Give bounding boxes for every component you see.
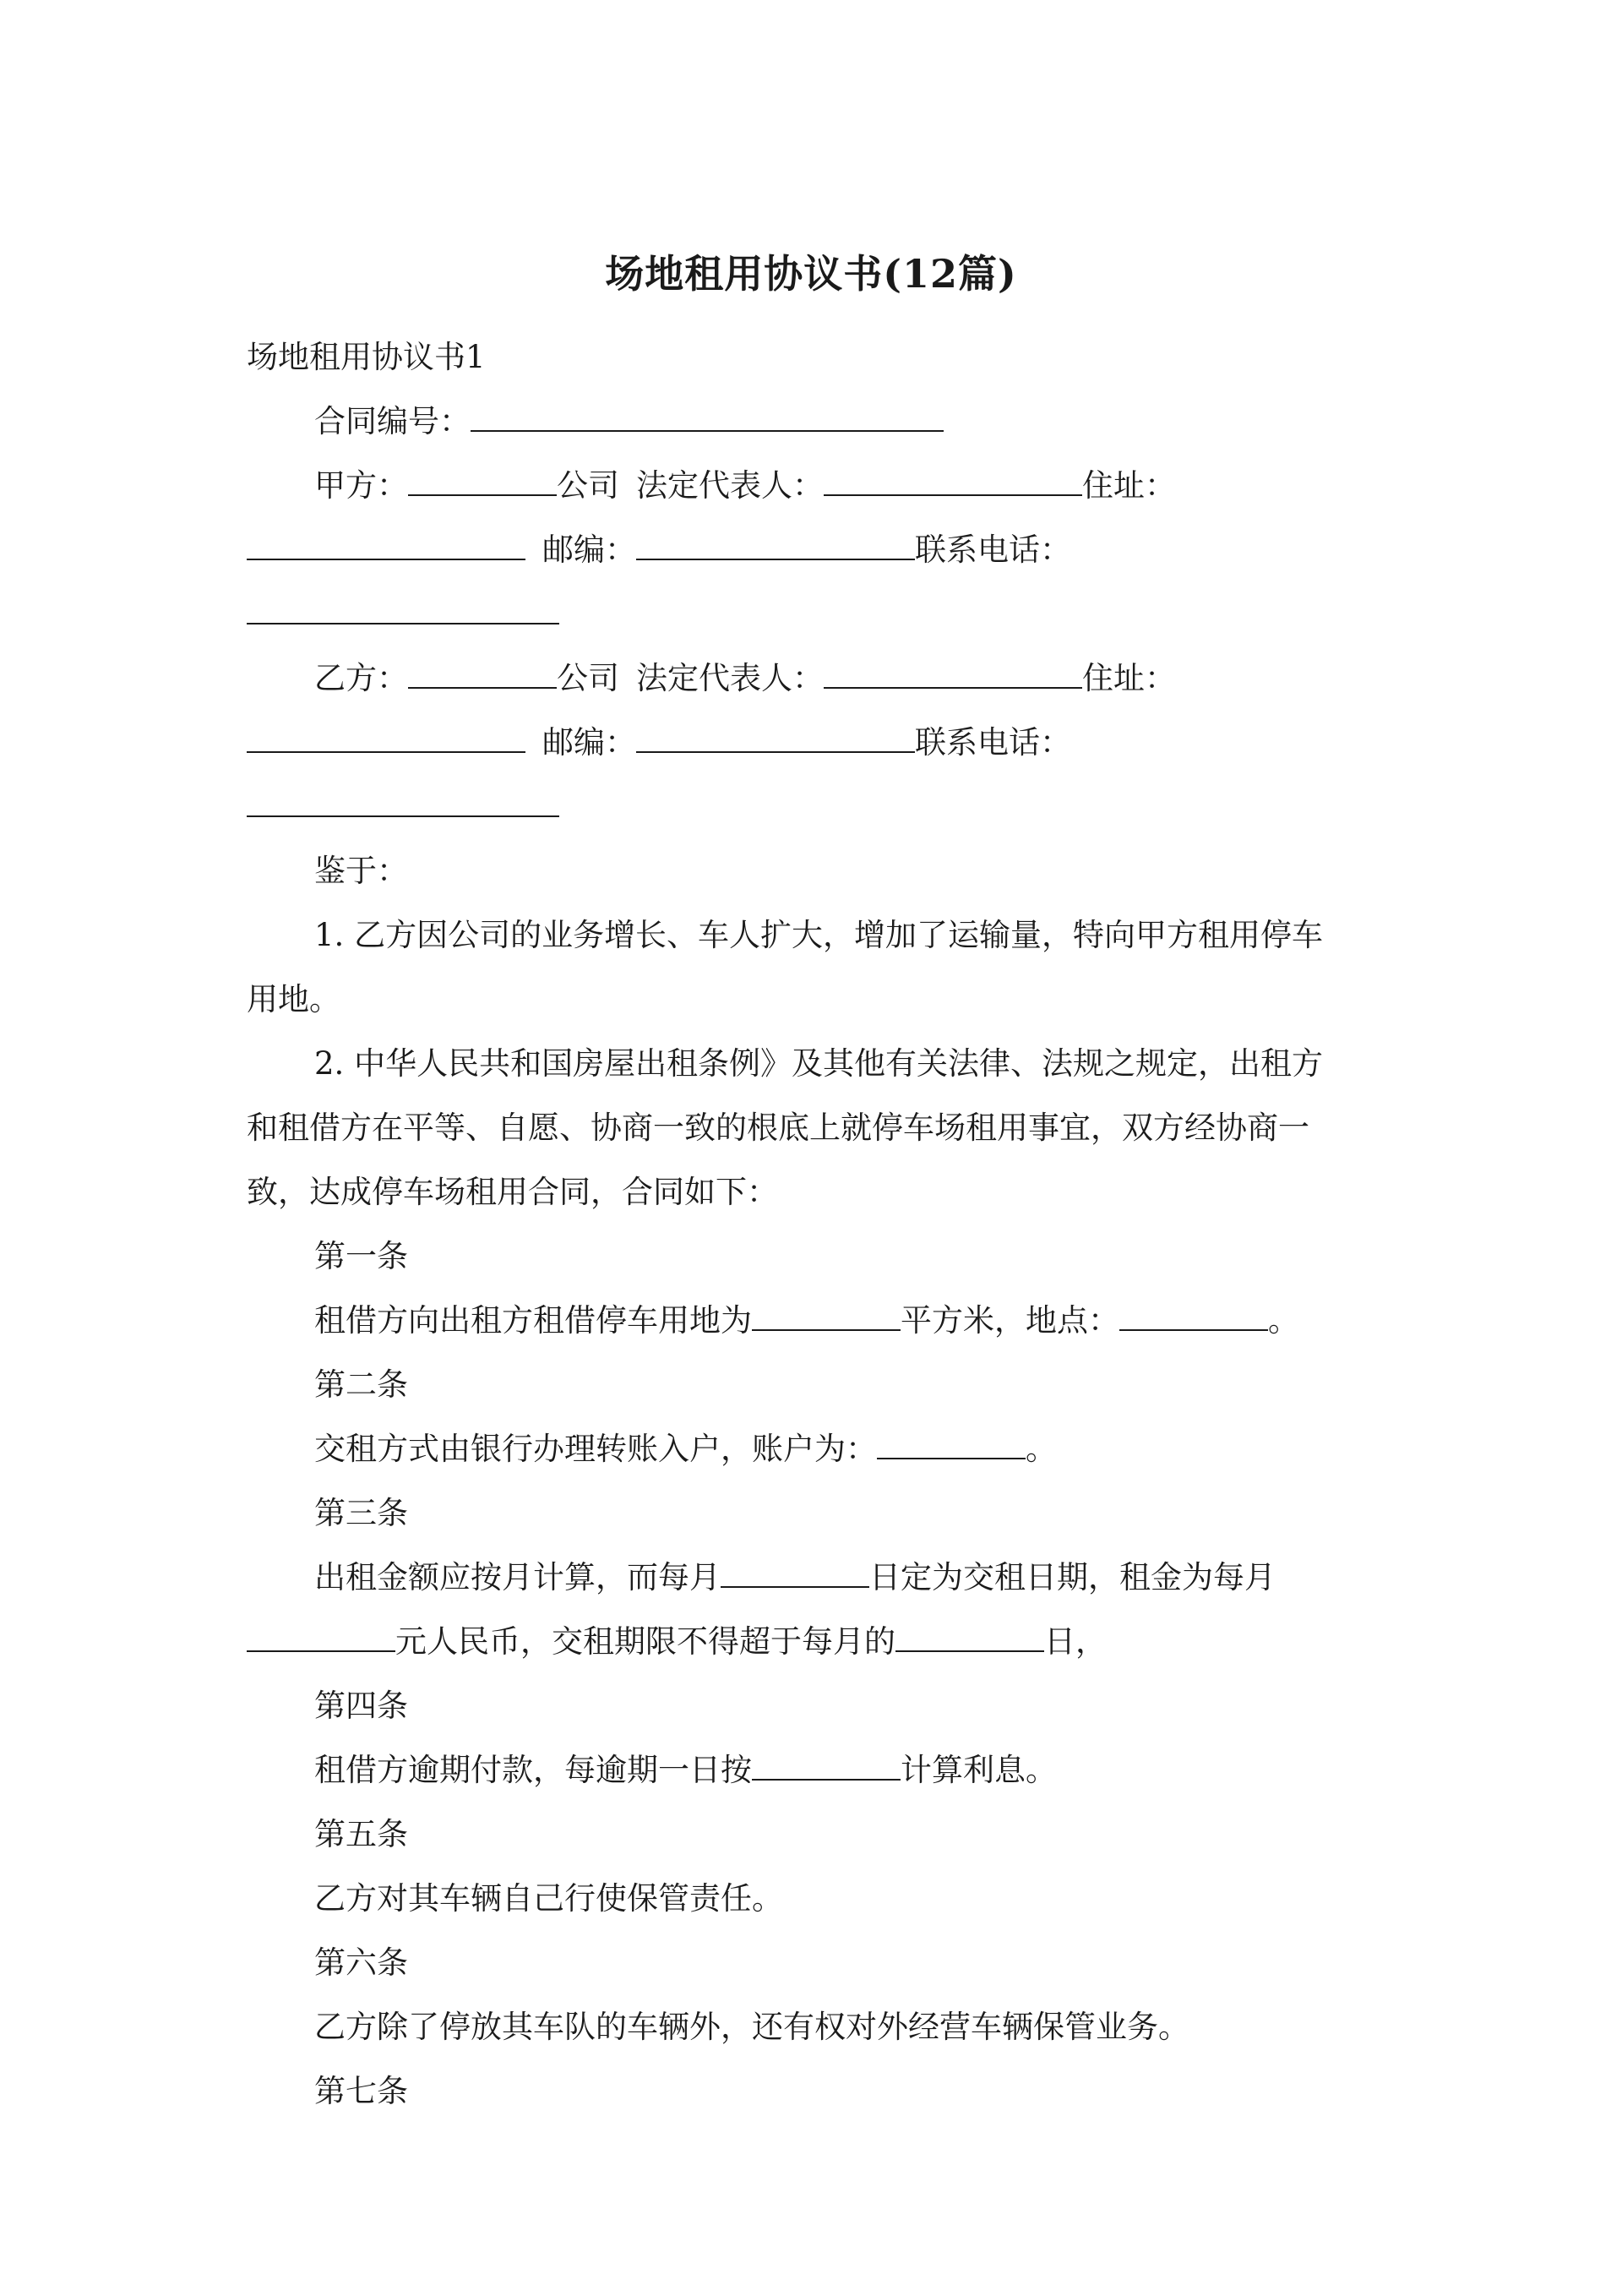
party-a-postcode-blank <box>636 530 915 560</box>
article-3-text-b: 日定为交租日期，租金为每月 <box>869 1559 1276 1595</box>
party-b-address-blank <box>247 723 525 753</box>
party-a-line-3 <box>247 593 559 635</box>
article-4-interest-blank <box>752 1750 901 1781</box>
party-b-line-3 <box>247 786 559 828</box>
party-b-postcode-blank <box>636 723 915 753</box>
contract-number-blank <box>471 401 944 432</box>
party-a-line-2 <box>247 529 1071 571</box>
party-a-legal-rep-label: 法定代表人： <box>636 467 824 504</box>
article-1-text-a: 租借方向出租方租借停车用地为 <box>314 1302 752 1339</box>
article-7-heading: 第七条 <box>314 2073 408 2109</box>
article-6-heading: 第六条 <box>314 1944 408 1981</box>
article-2-account-blank <box>877 1429 1026 1459</box>
party-b-label: 乙方： <box>314 660 408 696</box>
article-3-text-line-2 <box>247 1621 1107 1663</box>
article-4-text-b: 计算利息。 <box>901 1752 1057 1788</box>
party-b-legal-rep-label: 法定代表人： <box>636 660 824 696</box>
party-b-legal-rep-blank <box>824 658 1082 689</box>
article-1-heading: 第一条 <box>314 1238 408 1274</box>
article-2-heading: 第二条 <box>314 1366 408 1403</box>
clause-2-line-3: 致，达成停车场租用合同，合同如下： <box>247 1174 778 1210</box>
party-a-postcode-label: 邮编： <box>542 532 636 568</box>
party-a-line <box>314 465 1176 507</box>
article-2-text-a: 交租方式由银行办理转账入户，账户为： <box>314 1431 877 1467</box>
article-3-text-c: 元人民币，交租期限不得超于每月的 <box>395 1623 895 1660</box>
contract-number-label: 合同编号： <box>314 403 471 439</box>
party-a-label: 甲方： <box>314 467 408 504</box>
party-a-company-blank <box>408 466 557 496</box>
article-3-heading: 第三条 <box>314 1495 408 1531</box>
party-b-line-2 <box>247 722 1071 764</box>
document-title: 场地租用协议书(12篇) <box>605 251 1017 297</box>
party-b-line <box>314 657 1176 700</box>
article-1-text-c: 。 <box>1268 1302 1299 1339</box>
party-a-legal-rep-blank <box>824 466 1082 496</box>
party-b-company-blank <box>408 658 557 689</box>
party-b-phone-blank <box>247 787 559 817</box>
article-4-text-a: 租借方逾期付款，每逾期一日按 <box>314 1752 752 1788</box>
article-4-text <box>314 1749 1057 1792</box>
article-4-heading: 第四条 <box>314 1688 408 1724</box>
article-3-day-blank <box>721 1557 869 1588</box>
article-2-text-b: 。 <box>1026 1431 1057 1467</box>
article-3-text-d: 日， <box>1044 1623 1107 1660</box>
article-3-amount-blank <box>247 1622 395 1652</box>
party-a-phone-label: 联系电话： <box>915 532 1071 568</box>
whereas-heading: 鉴于： <box>314 853 408 889</box>
article-3-deadline-blank <box>895 1622 1044 1652</box>
party-b-address-label: 住址： <box>1082 660 1176 696</box>
clause-1-line-1: 1. 乙方因公司的业务增长、车人扩大，增加了运输量，特向甲方租用停车 <box>314 917 1324 953</box>
party-a-address-blank <box>247 530 525 560</box>
clause-1-line-2: 用地。 <box>247 981 340 1017</box>
clause-2-line-2: 和租借方在平等、自愿、协商一致的根底上就停车场租用事宜，双方经协商一 <box>247 1110 1309 1146</box>
article-1-location-blank <box>1119 1301 1268 1331</box>
party-a-company-label: 公司 <box>557 467 619 504</box>
article-3-text-a: 出租金额应按月计算，而每月 <box>314 1559 721 1595</box>
party-a-phone-blank <box>247 594 559 624</box>
article-1-text <box>314 1300 1299 1342</box>
article-5-text: 乙方对其车辆自己行使保管责任。 <box>314 1880 783 1917</box>
article-2-text <box>314 1428 1057 1470</box>
article-6-text: 乙方除了停放其车队的车辆外，还有权对外经营车辆保管业务。 <box>314 2009 1189 2045</box>
contract-number-line <box>314 401 944 443</box>
article-3-text-line-1 <box>314 1557 1276 1599</box>
party-b-phone-label: 联系电话： <box>915 724 1071 761</box>
article-5-heading: 第五条 <box>314 1816 408 1852</box>
party-a-address-label: 住址： <box>1082 467 1176 504</box>
clause-2-line-1: 2. 中华人民共和国房屋出租条例》及其他有关法律、法规之规定，出租方 <box>314 1045 1324 1082</box>
section-subtitle: 场地租用协议书1 <box>247 339 486 375</box>
article-1-text-b: 平方米，地点： <box>901 1302 1119 1339</box>
article-1-area-blank <box>752 1301 901 1331</box>
party-b-postcode-label: 邮编： <box>542 724 636 761</box>
party-b-company-label: 公司 <box>557 660 619 696</box>
